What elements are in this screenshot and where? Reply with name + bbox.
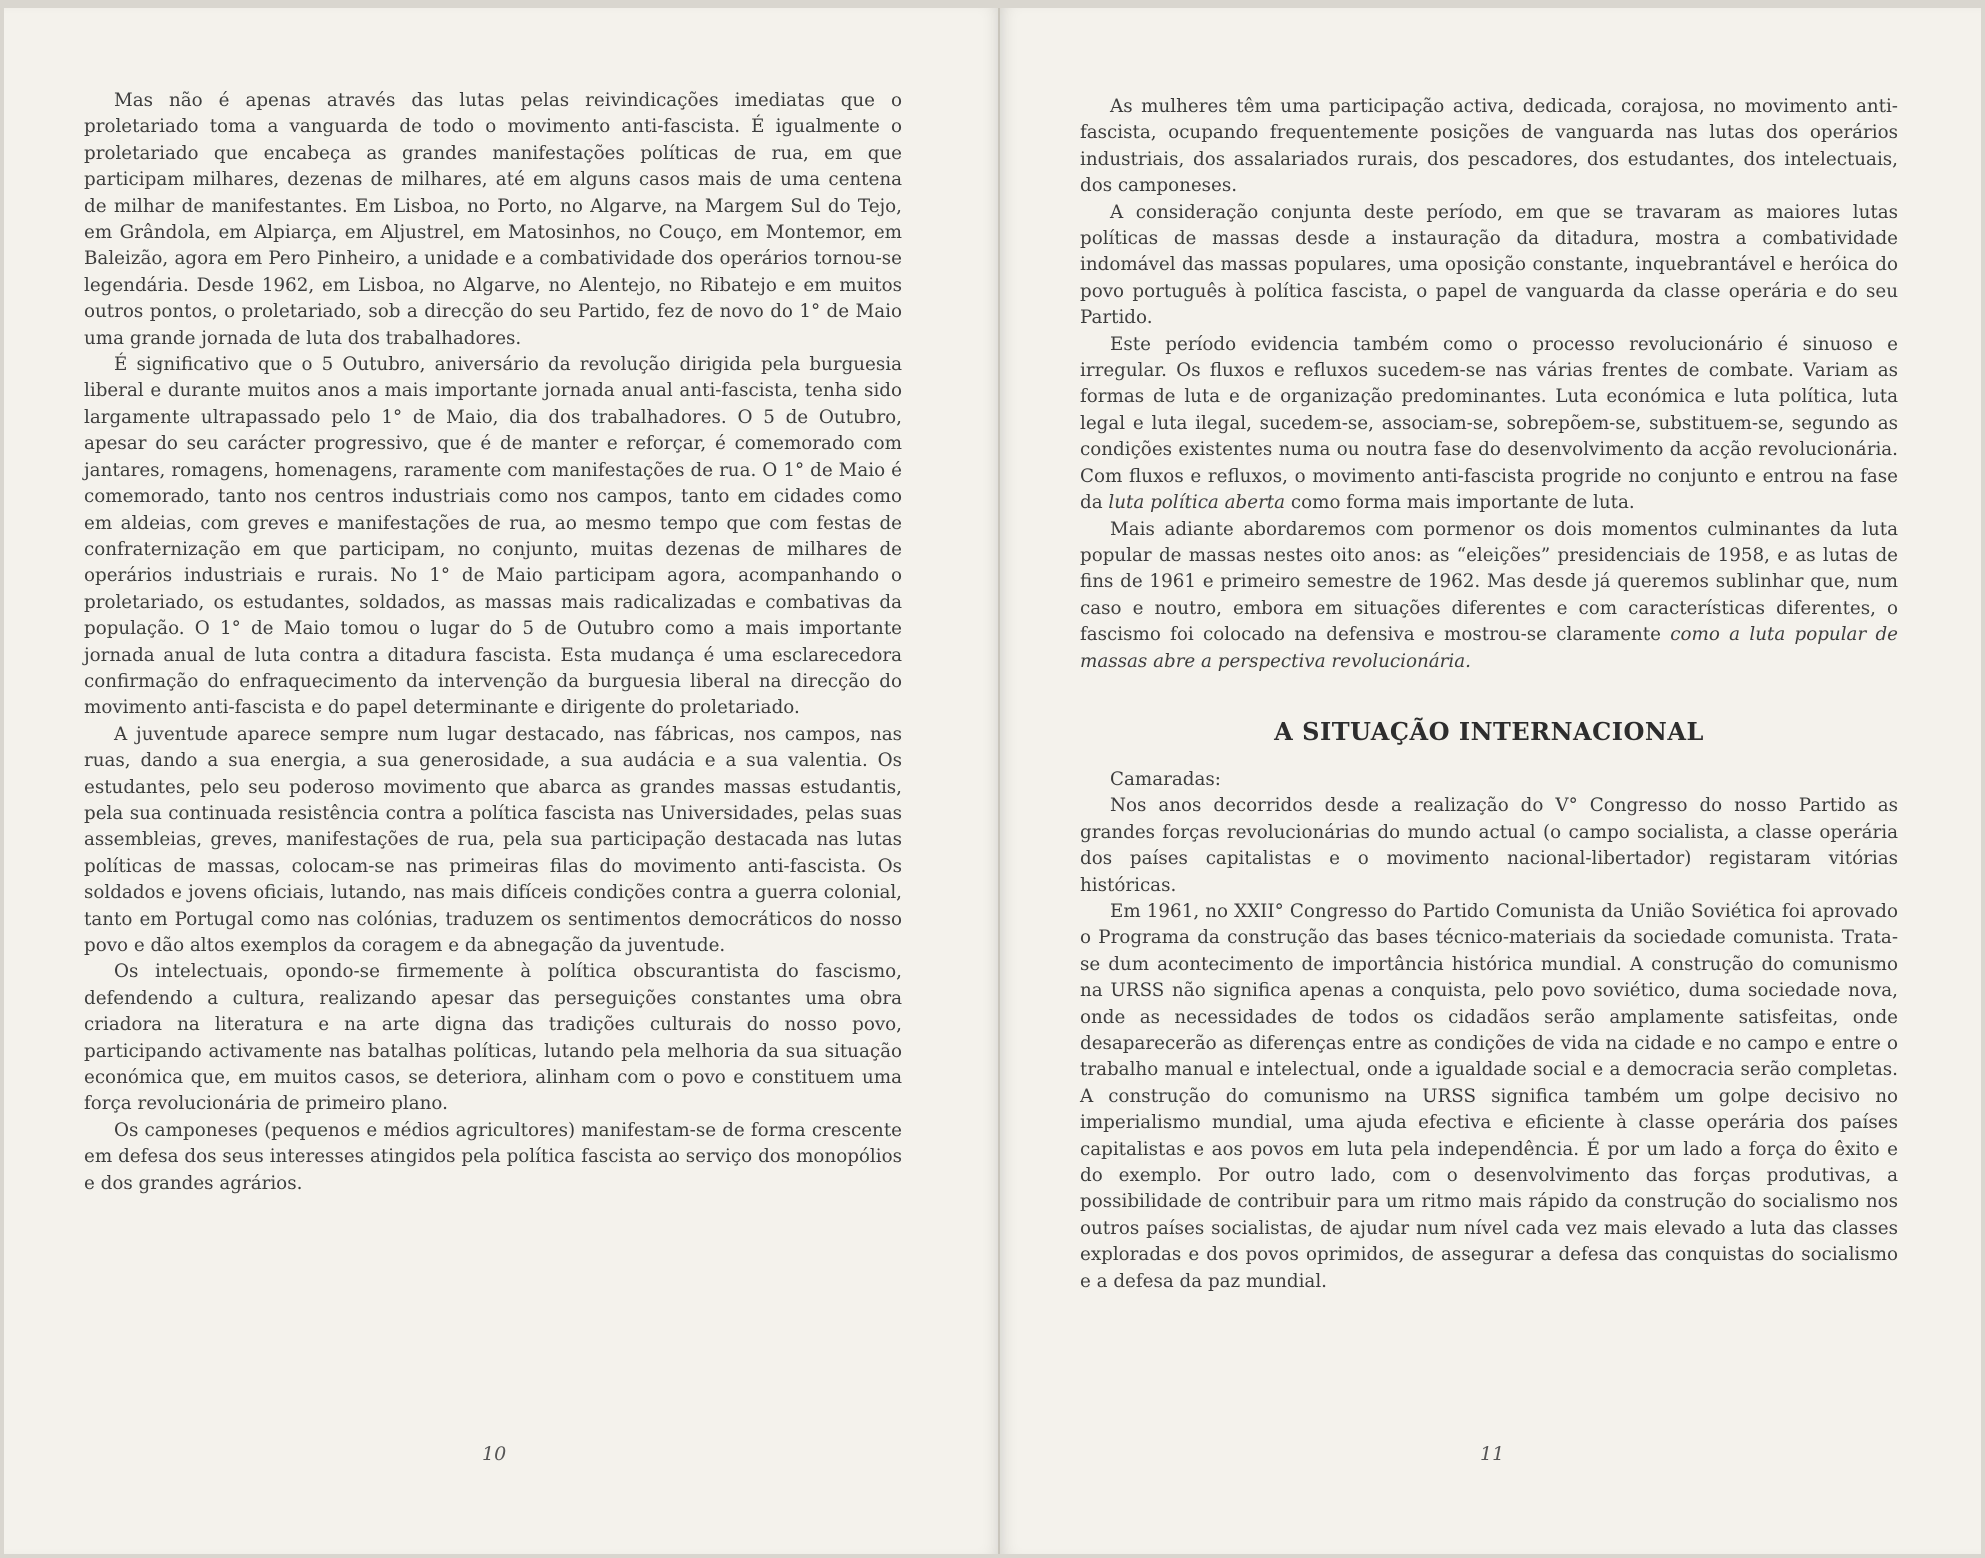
right-page-body [1080,94,1898,1295]
right-paragraph-5: Nos anos decorridos desde a realização do V° Congresso do nosso Partido as grandes forças revolucionárias do mundo actual (o campo socialista, a classe operária dos países capitalistas e o movimento nacional-libertador) registaram vitórias históricas. [1080,795,1898,896]
right-paragraph-3-emphasis: luta política aberta [1108,492,1286,514]
left-paragraph-4: Os intelectuais, opondo-se firmemente à política obscurantista do fascismo, defendendo a cultura, realizando apesar das perseguições constantes uma obra criadora na literatura e na arte digna das tradições culturais do nosso povo, participando activamente nas batalhas políticas, lutando pela melhoria da sua situação económica que, em muitos casos, se deteriora, alinham com o povo e constituem uma força revolucionária de primeiro plano. [84,961,902,1115]
left-page [4,8,1000,1554]
right-paragraph-4-emphasis: como a luta popular de massas abre a perspectiva revolucionária. [1080,624,1898,672]
section-heading: A SITUAÇÃO INTERNACIONAL [1274,716,1704,746]
left-paragraph-5: Os camponeses (pequenos e médios agricultores) manifestam-se de forma crescente em defesa dos seus interesses atingidos pela política fascista ao serviço dos monopólios e dos grandes agrários. [84,1119,902,1194]
right-paragraph-2: A consideração conjunta deste período, em que se travaram as maiores lutas políticas de massas desde a instauração da ditadura, mostra a combatividade indomável das massas populares, uma oposição constante, inquebrantável e heróica do povo português à política fascista, o papel de vanguarda da classe operária e do seu Partido. [1080,201,1898,329]
right-paragraph-3 [1080,332,1898,517]
page-number-left: 10 [482,1443,507,1465]
right-paragraph-4 [1080,517,1898,675]
right-paragraph-3-text: Este período evidencia também como o processo revolucionário é sinuoso e irregular. Os fluxos e refluxos sucedem-se nas várias frentes de combate. Variam as formas de luta e de organização predominantes. Luta económica e luta política, luta legal e luta ilegal, sucedem-se, associam-se, sobrepõem-se, substituem-se, segundo as condições existentes numa ou noutra fase do desenvolvimento da acção revolucionária. Com fluxos e refluxos, o movimento anti-fascista progride no conjunto e entrou na fase da [1080,333,1898,514]
right-paragraph-1: As mulheres têm uma participação activa, dedicada, corajosa, no movimento anti-fascista, ocupando frequentemente posições de vanguarda nas lutas dos operários industriais, dos assalariados rurais, dos pescadores, dos estudantes, dos intelectuais, dos camponeses. [1080,96,1898,197]
salutation: Camaradas: [1110,768,1221,790]
right-paragraph-6: Em 1961, no XXII° Congresso do Partido Comunista da União Soviética foi aprovado o Programa da construção das bases técnico-materiais da sociedade comunista. Trata-se dum acontecimento de importância histórica mundial. A construção do comunismo na URSS não significa apenas a conquista, pelo povo soviético, duma sociedade nova, onde as necessidades de todos os cidadãos serão amplamente satisfeitas, onde desaparecerão as diferenças entre as condições de vida na cidade e no campo e entre o trabalho manual e intelectual, onde a igualdade social e a democracia serão completas. A construção do comunismo na URSS significa também um golpe decisivo no imperialismo mundial, uma ajuda efectiva e eficiente à classe operária dos países capitalistas e aos povos em luta pela independência. É por um lado a força do êxito e do exemplo. Por outro lado, com o desenvolvimento das forças produtivas, a possibilidade de contribuir para um ritmo mais rápido da construção do socialismo nos outros países socialistas, de ajudar num nível cada vez mais elevado a luta das classes exploradas e dos povos oprimidos, de assegurar a defesa das conquistas do socialismo e a defesa da paz mundial. [1080,900,1898,1292]
left-page-body [84,88,902,1197]
right-paragraph-3-end: como forma mais importante de luta. [1285,492,1635,514]
right-page [1000,8,1981,1554]
left-paragraph-3: A juventude aparece sempre num lugar destacado, nas fábricas, nos campos, nas ruas, dando a sua energia, a sua generosidade, a sua audácia e a sua valentia. Os estudantes, pelo seu poderoso movimento que abarca as grandes massas estudantis, pela sua continuada resistência contra a política fascista nas Universidades, pelas suas assembleias, greves, manifestações de rua, pela sua participação destacada nas lutas políticas de massas, colocam-se nas primeiras filas do movimento anti-fascista. Os soldados e jovens oficiais, lutando, nas mais difíceis condições contra a guerra colonial, tanto em Portugal como nas colónias, traduzem os sentimentos democráticos do nosso povo e dão altos exemplos da coragem e da abnegação da juventude. [84,723,902,956]
left-paragraph-1: Mas não é apenas através das lutas pelas reivindicações imediatas que o proletariado toma a vanguarda de todo o movimento anti-fascista. É igualmente o proletariado que encabeça as grandes manifestações políticas de rua, em que participam milhares, dezenas de milhares, até em alguns casos mais de uma centena de milhar de manifestantes. Em Lisboa, no Porto, no Algarve, na Margem Sul do Tejo, em Grândola, em Alpiarça, em Aljustrel, em Matosinhos, no Couço, em Montemor, em Baleizão, agora em Pero Pinheiro, a unidade e a combatividade dos operários tornou-se legendária. Desde 1962, em Lisboa, no Algarve, no Alentejo, no Ribatejo e em muitos outros pontos, o proletariado, sob a direcção do seu Partido, fez de novo do 1° de Maio uma grande jornada de luta dos trabalhadores. [84,90,902,349]
page-number-right: 11 [1480,1443,1505,1465]
left-paragraph-2: É significativo que o 5 Outubro, aniversário da revolução dirigida pela burguesia liberal e durante muitos anos a mais importante jornada anual anti-fascista, tenha sido largamente ultrapassado pelo 1° de Maio, dia dos trabalhadores. O 5 de Outubro, apesar do seu carácter progressivo, que é de manter e reforçar, é comemorado com jantares, romagens, homenagens, raramente com manifestações de rua. O 1° de Maio é comemorado, tanto nos centros industriais como nos campos, tanto em cidades como em aldeias, com greves e manifestações de rua, ao mesmo tempo que com festas de confraternização em que participam, no conjunto, muitas dezenas de milhares de operários industriais e rurais. No 1° de Maio participam agora, acompanhando o proletariado, os estudantes, soldados, as massas mais radicalizadas e combativas da população. O 1° de Maio tomou o lugar do 5 de Outubro como a mais importante jornada anual de luta contra a ditadura fascista. Esta mudança é uma esclarecedora confirmação do enfraquecimento da intervenção da burguesia liberal na direcção do movimento anti-fascista e do papel determinante e dirigente do proletariado. [84,354,902,719]
right-paragraph-4-text: Mais adiante abordaremos com pormenor os dois momentos culminantes da luta popular de massas nestes oito anos: as “eleições” presidenciais de 1958, e as lutas de fins de 1961 e primeiro semestre de 1962. Mas desde já queremos sublinhar que, num caso e noutro, embora em situações diferentes e com características diferentes, o fascismo foi colocado na defensiva e mostrou-se claramente [1080,518,1898,646]
